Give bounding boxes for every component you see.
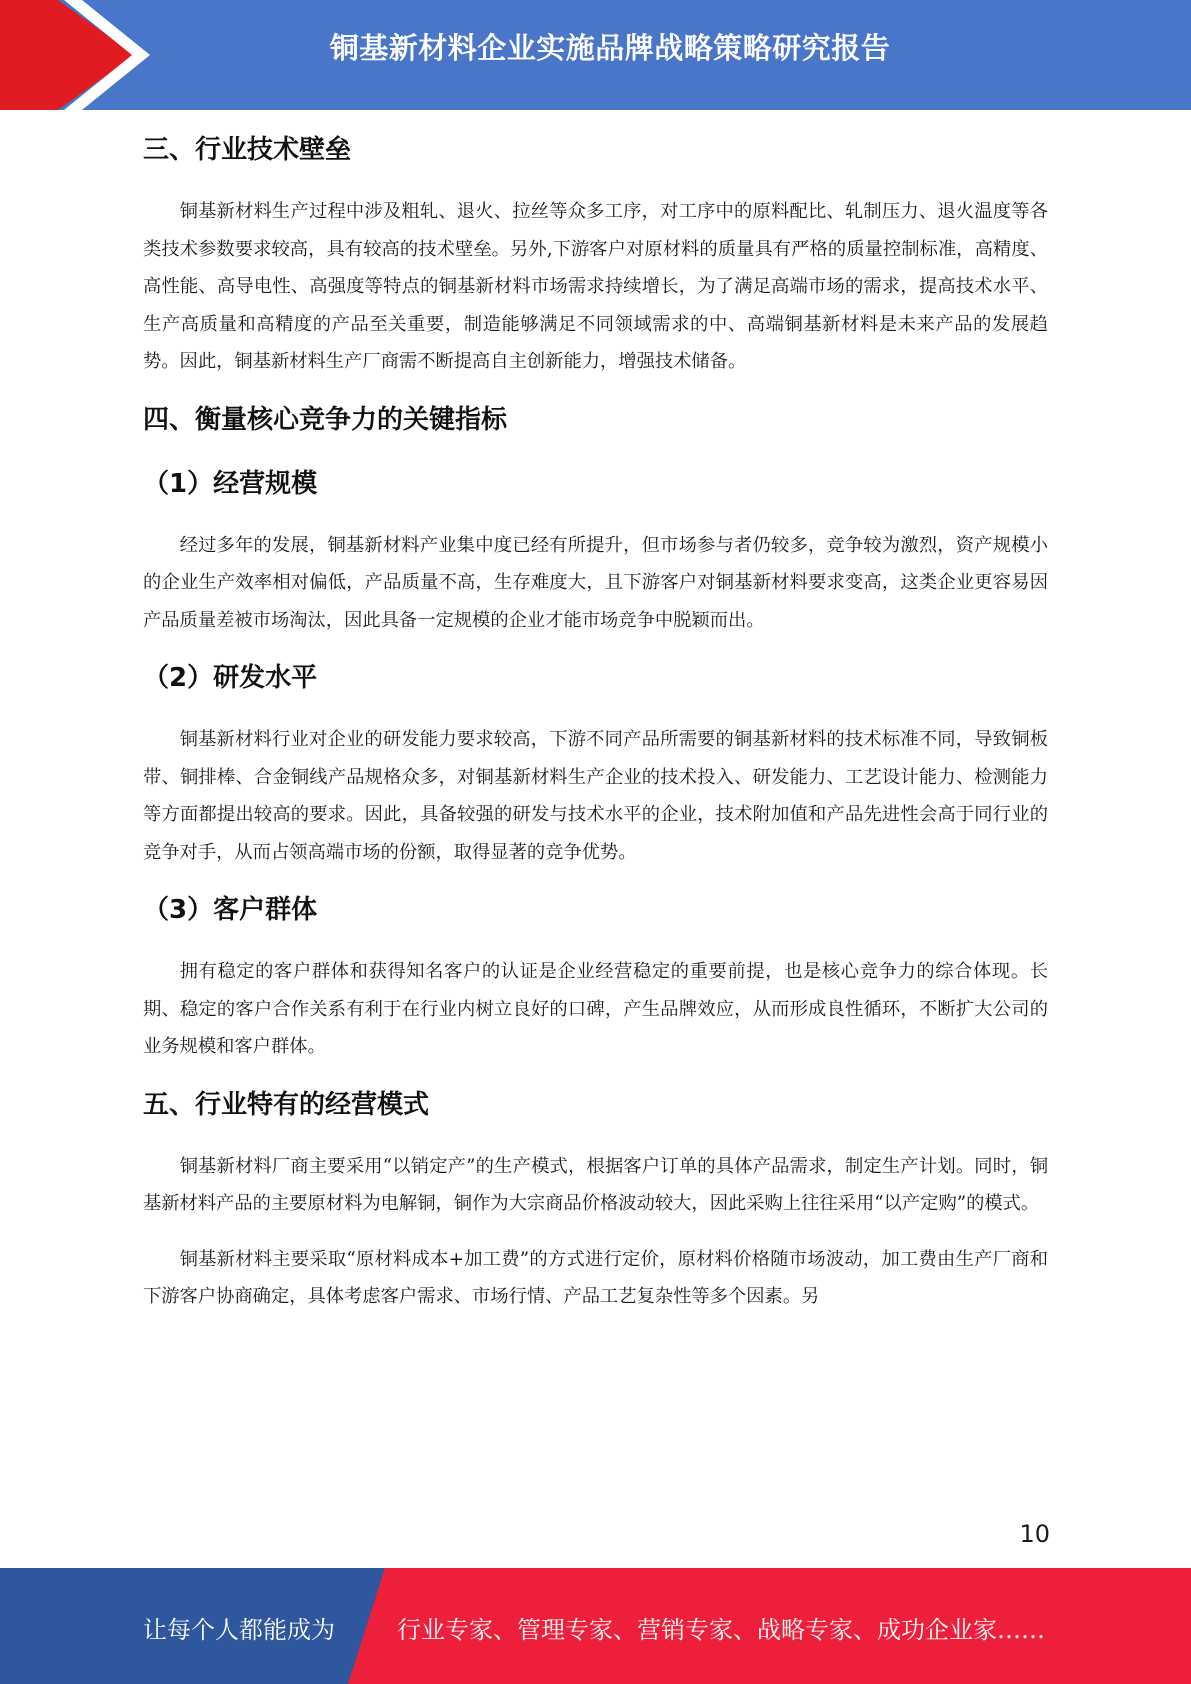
- paragraph: 铜基新材料行业对企业的研发能力要求较高，下游不同产品所需要的铜基新材料的技术标准不同，导致铜板带、铜排棒、合金铜线产品规格众多，对铜基新材料生产企业的技术投入、研发能力、工艺设计能力、检测能力等方面都提出较高的要求。因此，具备较强的研发与技术水平的企业，技术附加值和产品先进性会高于同行业的竞争对手，从而占领高端市场的份额，取得显著的竞争优势。: [143, 729, 1048, 863]
- subsection-heading-customers: （3）客户群体: [143, 895, 318, 925]
- subsection-heading-scale: （1）经营规模: [143, 468, 318, 499]
- paragraph: 铜基新材料厂商主要采用“以销定产”的生产模式，根据客户订单的具体产品需求，制定生产计划。同时，铜基新材料产品的主要原材料为电解铜，铜作为大宗商品价格波动较大，因此采购上往往采用“以产定购”的模式。: [143, 1155, 1048, 1214]
- paragraph: 铜基新材料生产过程中涉及粗轧、退火、拉丝等众多工序，对工序中的原料配比、轧制压力、退火温度等各类技术参数要求较高，具有较高的技术壁垒。另外,下游客户对原材料的质量具有严格的质量控制标准，高精度、高性能、高导电性、高强度等特点的铜基新材料市场需求持续增长，为了满足高端市场的需求，提高技术水平、生产高质量和高精度的产品至关重要，制造能够满足不同领域需求的中、高端铜基新材料是未来产品的发展趋势。因此，铜基新材料生产厂商需不断提高自主创新能力，增强技术储备。: [143, 201, 1048, 372]
- report-title: 铜基新材料企业实施品牌战略策略研究报告: [329, 31, 891, 65]
- page-footer: [0, 1568, 1191, 1684]
- subsection-heading-rd: （2）研发水平: [143, 663, 318, 693]
- page-header: [0, 0, 1191, 110]
- footer-slogan-left: 让每个人都能成为: [143, 1616, 335, 1644]
- paragraph: 铜基新材料主要采取“原材料成本+加工费”的方式进行定价，原材料价格随市场波动，加工费由生产厂商和下游客户协商确定，具体考虑客户需求、市场行情、产品工艺复杂性等多个因素。另: [143, 1248, 1048, 1307]
- document-body: [143, 125, 1048, 1316]
- paragraph: 经过多年的发展，铜基新材料产业集中度已经有所提升，但市场参与者仍较多，竞争较为激烈，资产规模小的企业生产效率相对偏低，产品质量不高，生存难度大，且下游客户对铜基新材料要求变高，这类企业更容易因产品质量差被市场淘汰，因此具备一定规模的企业才能市场竞争中脱颖而出。: [143, 534, 1048, 631]
- paragraph: 拥有稳定的客户群体和获得知名客户的认证是企业经营稳定的重要前提，也是核心竞争力的综合体现。长期、稳定的客户合作关系有利于在行业内树立良好的口碑，产生品牌效应，从而形成良性循环，不断扩大公司的业务规模和客户群体。: [143, 961, 1048, 1057]
- page-number: 10: [1019, 1520, 1050, 1548]
- footer-slogan-right: 行业专家、管理专家、营销专家、战略专家、成功企业家……: [397, 1616, 1045, 1644]
- section-heading-key-indicators: 四、衡量核心竞争力的关键指标: [143, 404, 508, 435]
- section-heading-tech-barrier: 三、行业技术壁垒: [143, 135, 352, 165]
- section-heading-business-model: 五、行业特有的经营模式: [143, 1089, 430, 1120]
